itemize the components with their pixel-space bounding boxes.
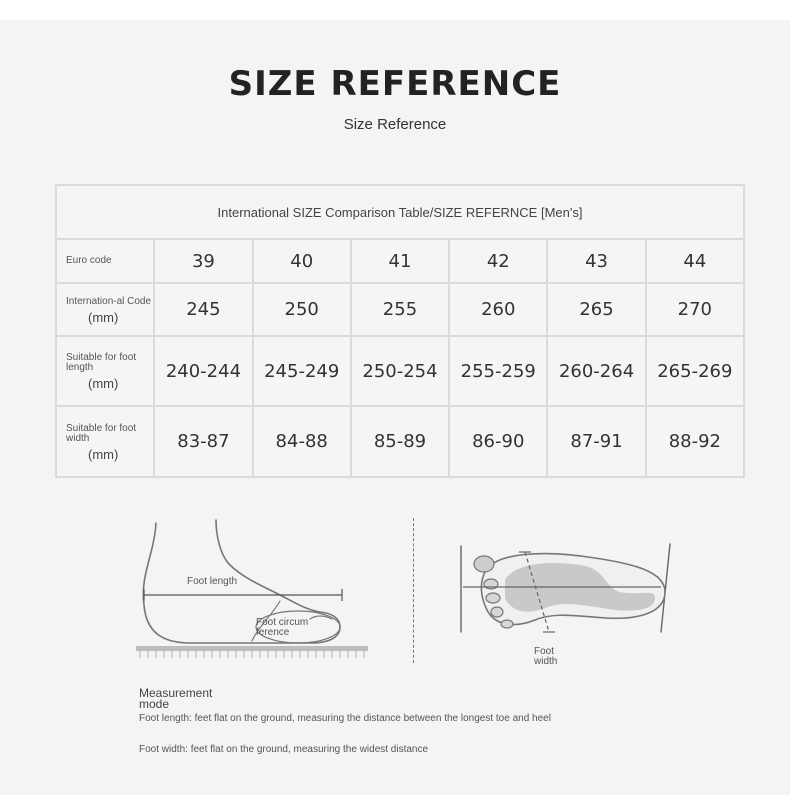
table-cell: 86-90 — [449, 406, 547, 477]
size-table — [55, 184, 745, 478]
row-label: Suitable for foot length (mm) — [56, 336, 154, 407]
foot-length-description: Foot length: feet flat on the ground, measuring the distance between the longest toe and heel — [139, 713, 551, 724]
table-cell: 240-244 — [154, 336, 252, 407]
table-cell: 255-259 — [449, 336, 547, 407]
table-cell: 43 — [547, 239, 645, 283]
table-row — [56, 336, 744, 407]
table-cell: 260 — [449, 283, 547, 336]
page-subtitle: Size Reference — [343, 116, 447, 133]
table-cell: 42 — [449, 239, 547, 283]
table-cell: 250 — [253, 283, 351, 336]
table-cell: 39 — [154, 239, 252, 283]
foot-width-label: Foot width — [534, 646, 558, 667]
table-cell: 41 — [351, 239, 449, 283]
table-row — [56, 283, 744, 336]
table-cell: 83-87 — [154, 406, 252, 477]
foot-circumference-label: Foot circum ference — [256, 617, 309, 638]
table-cell: 245 — [154, 283, 252, 336]
table-cell: 250-254 — [351, 336, 449, 407]
footprint-top-view-icon — [455, 540, 675, 640]
row-label: Internation-al Code (mm) — [56, 283, 154, 336]
table-row — [56, 406, 744, 477]
foot-side-view-icon — [130, 515, 375, 665]
table-cell: 44 — [646, 239, 744, 283]
measurement-mode-heading: Measurement mode — [139, 686, 213, 711]
top-band — [0, 0, 790, 20]
divider — [413, 518, 414, 663]
table-cell: 87-91 — [547, 406, 645, 477]
table-cell: 265 — [547, 283, 645, 336]
table-cell: 265-269 — [646, 336, 744, 407]
table-cell: 260-264 — [547, 336, 645, 407]
table-cell: 85-89 — [351, 406, 449, 477]
table-caption: International SIZE Comparison Table/SIZE REFERNCE [Men's] — [56, 185, 744, 239]
table-cell: 245-249 — [253, 336, 351, 407]
table-caption-row — [56, 185, 744, 239]
table-cell: 84-88 — [253, 406, 351, 477]
row-label: Euro code — [56, 239, 154, 283]
page-title: SIZE REFERENCE — [228, 64, 562, 104]
table-cell: 270 — [646, 283, 744, 336]
table-cell: 255 — [351, 283, 449, 336]
row-label: Suitable for foot width (mm) — [56, 406, 154, 477]
table-cell: 40 — [253, 239, 351, 283]
foot-length-label: Foot length — [187, 576, 238, 587]
table-row — [56, 239, 744, 283]
table-cell: 88-92 — [646, 406, 744, 477]
foot-width-description: Foot width: feet flat on the ground, measuring the widest distance — [139, 744, 429, 755]
